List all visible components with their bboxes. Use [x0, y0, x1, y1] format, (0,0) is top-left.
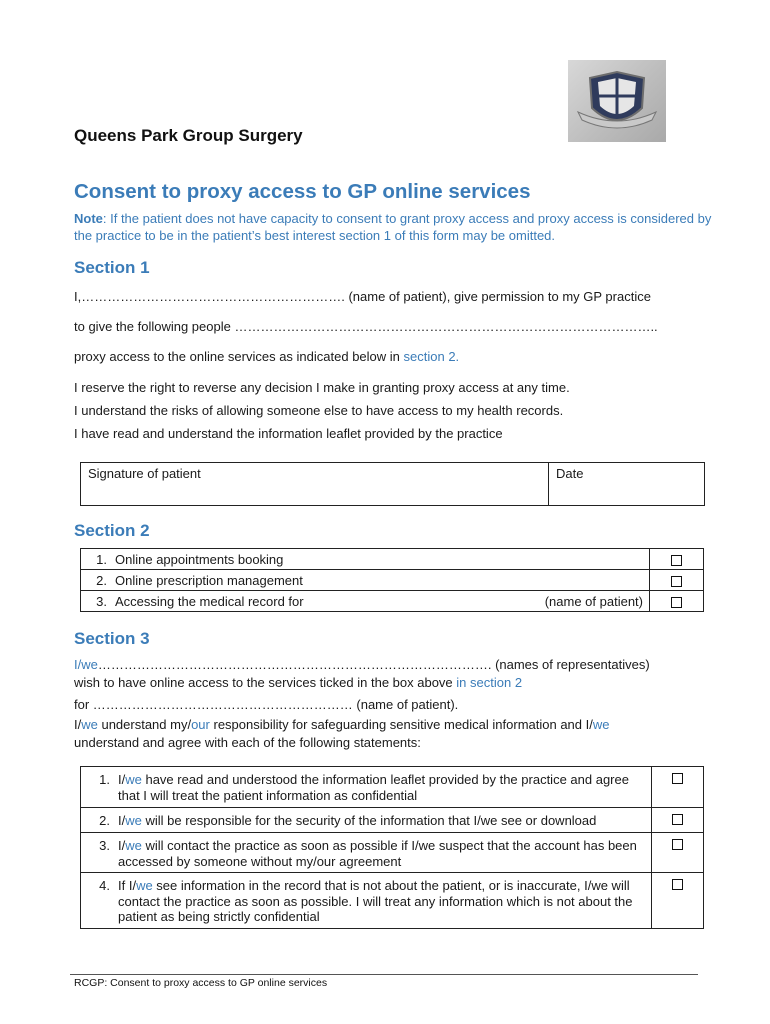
note-label: Note [74, 211, 103, 226]
proxy-line-text: proxy access to the online services as indicated below in [74, 349, 404, 364]
text-part: have read and understood the information leaflet provided by the practice and agree that I will treat the patient information as confidential [118, 772, 629, 803]
note-text: : If the patient does not have capacity to consent to grant proxy access and proxy access is considered by the practice to be in the patient’s best interest section 1 of this form may be omitted. [74, 211, 712, 243]
statement-risks: I understand the risks of allowing someone else to have access to my health records. [74, 403, 564, 418]
document-title: Consent to proxy access to GP online services [74, 180, 531, 203]
online-access-text: wish to have online access to the services ticked in the box above [74, 675, 457, 690]
we-text: we [125, 838, 142, 853]
representatives-text: ………………………………………………………………………………. (names of representatives) [97, 657, 650, 672]
section1-heading: Section 1 [74, 258, 150, 277]
section3-heading: Section 3 [74, 629, 150, 648]
statement-text [118, 838, 646, 869]
statements-table [80, 766, 704, 929]
service-row-medical-record [81, 591, 704, 612]
statement-1-checkbox[interactable] [672, 773, 683, 784]
section2-heading: Section 2 [74, 521, 150, 540]
service-row-prescriptions [81, 570, 704, 591]
section1-people-line: to give the following people …………………………………………………………………………………….. [74, 319, 658, 334]
appointments-checkbox[interactable] [671, 555, 682, 566]
statement-2-checkbox[interactable] [672, 814, 683, 825]
text-part: understand my/ [97, 717, 192, 732]
service-label: Accessing the medical record for [115, 593, 304, 609]
statement-row [81, 808, 704, 833]
online-access-line [74, 675, 522, 690]
we-text: we [125, 813, 142, 828]
text-part: responsibility for safeguarding sensitive medical information and I/ [209, 717, 593, 732]
section1-patient-line: I,……………………………………………………. (name of patient), give permission to my GP practice [74, 289, 651, 304]
text-part: I/ [118, 772, 126, 787]
we-text: we [136, 878, 153, 893]
service-number: 3. [96, 593, 107, 609]
statement-row [81, 833, 704, 873]
signature-divider [548, 463, 549, 505]
statement-leaflet: I have read and understand the information leaflet provided by the practice [74, 426, 503, 441]
statement-4-checkbox[interactable] [672, 879, 683, 890]
text-part: see information in the record that is not about the patient, or is inaccurate, I/we will contact the practice as soon as possible. I will treat any information which is not about the patient as being strictly confidential [118, 878, 633, 924]
footer-text: RCGP: Consent to proxy access to GP online services [74, 977, 328, 989]
text-part: will contact the practice as soon as possible if I/we suspect that the account has been accessed by someone without my/our agreement [118, 838, 637, 869]
section2-reference: section 2. [403, 349, 460, 364]
agreement-line: understand and agree with each of the following statements: [74, 735, 421, 750]
statement-reverse: I reserve the right to reverse any decision I make in granting proxy access at any time. [74, 380, 570, 395]
statement-text [118, 878, 646, 925]
note-paragraph [74, 210, 714, 244]
service-suffix: (name of patient) [544, 594, 643, 609]
statement-number: 2. [99, 813, 110, 828]
we-text: we [592, 717, 610, 732]
text-part: I/ [118, 813, 126, 828]
footer-divider [70, 974, 698, 975]
practice-crest-logo [568, 60, 666, 142]
section2-reference: in section 2 [456, 675, 523, 690]
text-part: If I/ [118, 878, 137, 893]
service-label: Online prescription management [115, 572, 303, 588]
statement-row [81, 873, 704, 929]
responsibility-line [74, 717, 609, 732]
practice-name: Queens Park Group Surgery [74, 126, 303, 145]
section1-proxy-line [74, 349, 459, 364]
text-part: I/ [118, 838, 126, 853]
text-part: will be responsible for the security of the information that I/we see or download [141, 813, 597, 828]
statement-3-checkbox[interactable] [672, 839, 683, 850]
services-table [80, 548, 704, 612]
statement-text [118, 772, 646, 803]
service-row-appointments [81, 549, 704, 570]
iwe-text: I/we [74, 657, 98, 672]
service-number: 1. [96, 551, 107, 567]
statement-number: 1. [99, 772, 110, 787]
service-label: Online appointments booking [115, 551, 284, 567]
date-label: Date [556, 466, 584, 481]
text-part: I/ [74, 717, 82, 732]
medical-record-checkbox[interactable] [671, 597, 682, 608]
we-text: we [81, 717, 98, 732]
signature-table [80, 462, 705, 506]
statement-row [81, 767, 704, 808]
we-text: we [125, 772, 142, 787]
signature-label: Signature of patient [88, 466, 201, 481]
our-text: our [191, 717, 210, 732]
statement-text [118, 813, 646, 829]
representatives-line [74, 657, 650, 672]
service-number: 2. [96, 572, 107, 588]
patient-name-line: for …………………………………………………… (name of patient). [74, 697, 459, 712]
statement-number: 4. [99, 878, 110, 893]
statement-number: 3. [99, 838, 110, 853]
prescriptions-checkbox[interactable] [671, 576, 682, 587]
